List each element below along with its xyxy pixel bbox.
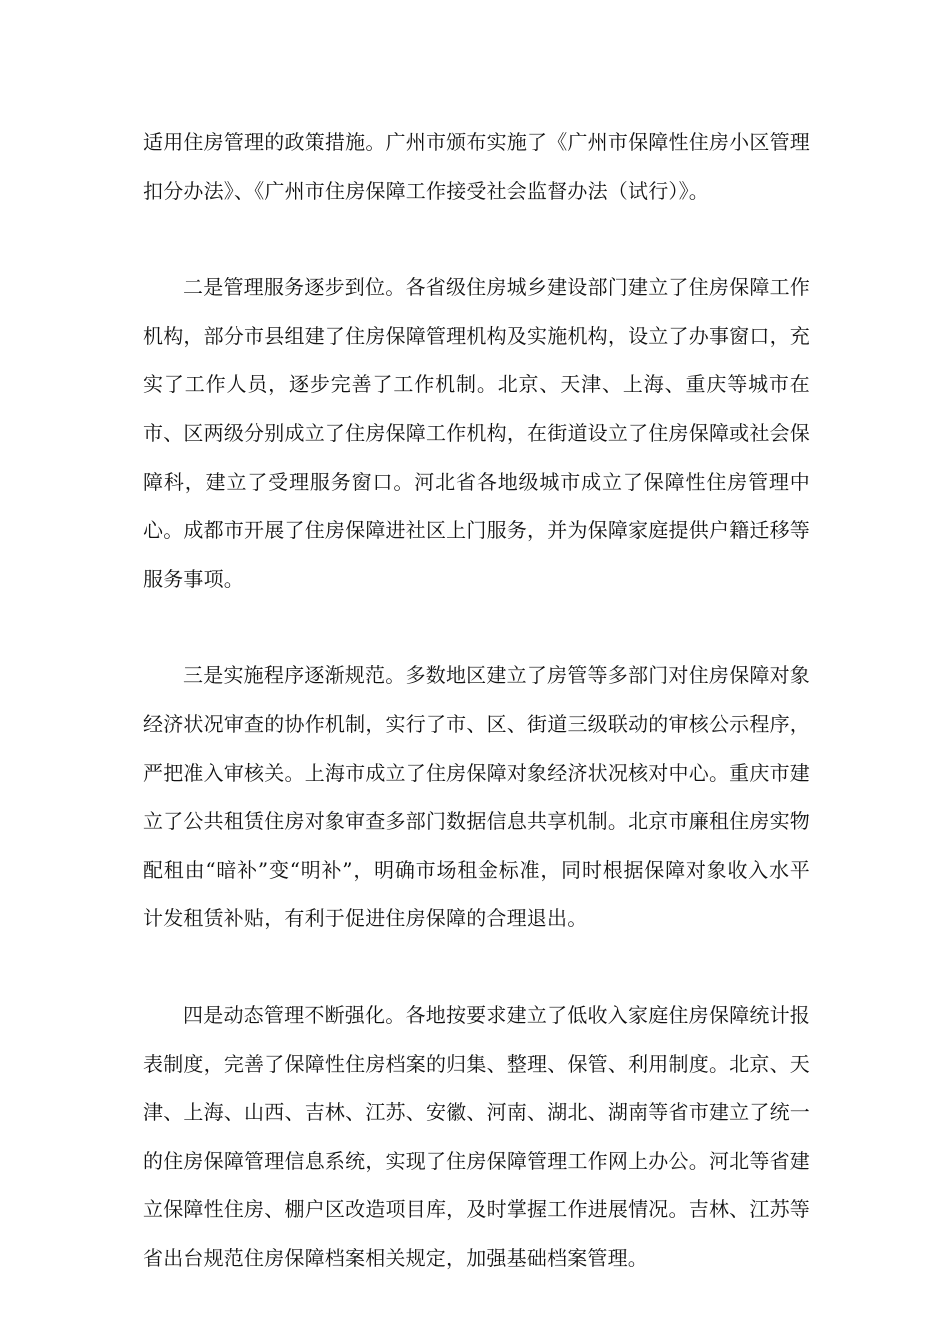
paragraph-dynamic-management: 四是动态管理不断强化。各地按要求建立了低收入家庭住房保障统计报表制度，完善了保障性住房档案的归集、整理、保管、利用制度。北京、天津、上海、山西、吉林、江苏、安徽、河南、湖北、湖南等省市建立了统一的住房保障管理信息系统，实现了住房保障管理工作网上办公。河北等省建立保障性住房、棚户区改造项目库，及时掌握工作进展情况。吉林、江苏等省出台规范住房保障档案相关规定，加强基础档案管理。 (143, 1002, 810, 1270)
paragraph-management-services: 二是管理服务逐步到位。各省级住房城乡建设部门建立了住房保障工作机构，部分市县组建了住房保障管理机构及实施机构，设立了办事窗口，充实了工作人员，逐步完善了工作机制。北京、天津、上海、重庆等城市在市、区两级分别成立了住房保障工作机构，在街道设立了住房保障或社会保障科，建立了受理服务窗口。河北省各地级城市成立了保障性住房管理中心。成都市开展了住房保障进社区上门服务，并为保障家庭提供户籍迁移等服务事项。 (143, 275, 810, 591)
paragraph-gap (143, 943, 810, 991)
paragraph-gap (143, 603, 810, 651)
paragraph-procedures: 三是实施程序逐渐规范。多数地区建立了房管等多部门对住房保障对象经济状况审查的协作机制，实行了市、区、街道三级联动的审核公示程序，严把准入审核关。上海市成立了住房保障对象经济状况核对中心。重庆市建立了公共租赁住房对象审查多部门数据信息共享机制。北京市廉租住房实物配租由“暗补”变“明补”，明确市场租金标准，同时根据保障对象收入水平计发租赁补贴，有利于促进住房保障的合理退出。 (143, 663, 810, 931)
paragraph-gap (143, 215, 810, 263)
document-body (143, 118, 810, 1282)
paragraph-intro: 适用住房管理的政策措施。广州市颁布实施了《广州市保障性住房小区管理扣分办法》、《广州市住房保障工作接受社会监督办法（试行）》。 (143, 130, 810, 203)
